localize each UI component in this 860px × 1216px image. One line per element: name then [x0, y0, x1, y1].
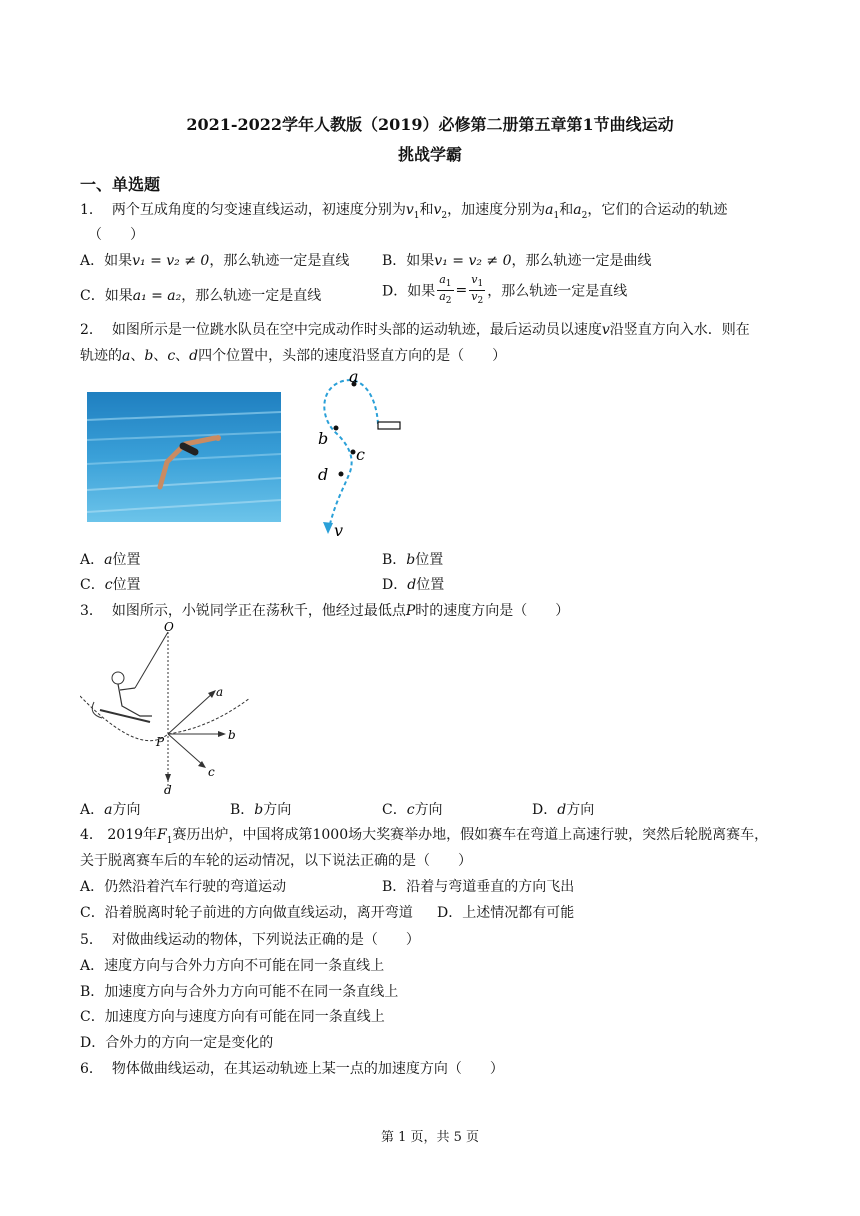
arrow-b-head: [218, 731, 226, 737]
arrow-d-head: [165, 774, 171, 782]
q1-stem: 1． 两个互成角度的匀变速直线运动，初速度分别为$v_1$和$v_2$，加速度分别为$a_1$和$a_2$，它们的合运动的轨迹: [80, 202, 728, 221]
q4-option-a[interactable]: A．仍然沿着汽车行驶的弯道运动: [80, 879, 287, 895]
q3-option-d[interactable]: D．d方向: [532, 802, 595, 818]
arrow-c-line: [168, 734, 204, 766]
document-title: 2021-2022学年人教版（2019）必修第二册第五章第1节曲线运动: [186, 115, 674, 134]
label-b: b: [228, 728, 236, 742]
label-O: O: [164, 620, 174, 634]
diver-photo: [87, 392, 281, 522]
q2-option-d[interactable]: D．d位置: [382, 577, 445, 593]
q3-option-c[interactable]: C．c方向: [382, 802, 443, 818]
point-c: [351, 450, 356, 455]
fraction-a1-a2: $\frac{a_1}{a_2}$: [439, 273, 452, 307]
label-a: a: [349, 367, 359, 386]
q4-option-d[interactable]: D．上述情况都有可能: [437, 905, 575, 921]
q6-stem: 6． 物体做曲线运动，在其运动轨迹上某一点的加速度方向（ ）: [80, 1061, 504, 1077]
label-d: d: [318, 465, 329, 484]
q4-option-b[interactable]: B．沿着与弯道垂直的方向飞出: [382, 879, 575, 895]
trajectory-diagram: [310, 362, 410, 542]
point-b: [334, 426, 339, 431]
label-c: c: [356, 445, 365, 464]
swing-rope: [135, 632, 168, 688]
q5-option-b[interactable]: B．加速度方向与合外力方向可能不在同一条直线上: [80, 984, 399, 1000]
label-d: d: [164, 783, 172, 796]
section-heading: 一、单选题: [80, 175, 161, 194]
diving-board: [378, 422, 400, 429]
q5-option-a[interactable]: A．速度方向与合外力方向不可能在同一条直线上: [80, 958, 385, 974]
label-b: b: [318, 429, 329, 448]
q2-stem-line1: 2． 如图所示是一位跳水队员在空中完成动作时头部的运动轨迹，最后运动员以速度v沿竖直方向入水．则在: [80, 322, 750, 338]
page-footer: 第 1 页，共 5 页: [380, 1130, 480, 1145]
q5-stem: 5． 对做曲线运动的物体，下列说法正确的是（ ）: [80, 932, 420, 948]
arrow-a-line: [168, 692, 214, 734]
q2-stem-line2: 轨迹的a、b、c、d四个位置中，头部的速度沿竖直方向的是（ ）: [80, 348, 507, 364]
point-d: [339, 472, 344, 477]
q3-stem: 3． 如图所示，小锐同学正在荡秋千，他经过最低点P时的速度方向是（ ）: [80, 603, 570, 619]
q3-option-b[interactable]: B．b方向: [230, 802, 292, 818]
q1-paren: （ ）: [88, 227, 144, 243]
document-subtitle: 挑战学霸: [397, 145, 462, 164]
q4-stem-line2: 关于脱离赛车后的车轮的运动情况，以下说法正确的是（ ）: [80, 853, 472, 869]
swing-diagram: [80, 618, 280, 796]
label-P: P: [156, 735, 165, 749]
label-c: c: [208, 765, 215, 779]
fraction-v1-v2: $\frac{v_1}{v_2}$: [471, 273, 484, 307]
q3-option-a[interactable]: A．a方向: [80, 802, 141, 818]
child-on-swing: [92, 672, 152, 722]
label-v: v: [334, 521, 344, 540]
q2-option-c[interactable]: C．c位置: [80, 577, 141, 593]
q2-option-b[interactable]: B．b位置: [382, 552, 444, 568]
q1-option-a[interactable]: A．如果v₁ = v₂ ≠ 0，那么轨迹一定是直线: [80, 253, 350, 269]
q1-option-c[interactable]: C．如果a₁ = a₂，那么轨迹一定是直线: [80, 288, 322, 304]
q5-option-c[interactable]: C．加速度方向与速度方向有可能在同一条直线上: [80, 1009, 385, 1025]
label-a: a: [216, 685, 224, 699]
q4-stem-line1: 4． 2019年$F_1$赛历出炉，中国将成第1000场大奖赛举办地，假如赛车在弯道上高速行驶，突然后轮脱离赛车，: [80, 827, 769, 846]
velocity-arrowhead: [323, 522, 333, 534]
q2-option-a[interactable]: A．a位置: [80, 552, 141, 568]
q1-option-b[interactable]: B．如果v₁ = v₂ ≠ 0，那么轨迹一定是曲线: [382, 253, 652, 269]
trajectory-path: [324, 380, 378, 532]
q5-option-d[interactable]: D．合外力的方向一定是变化的: [80, 1035, 274, 1051]
q4-option-c[interactable]: C．沿着脱离时轮子前进的方向做直线运动，离开弯道: [80, 905, 413, 921]
q1-option-d[interactable]: D．如果 $\frac{a_1}{a_2}$ = $\frac{v_1}{v_2}$ ，那么轨迹一定是直线: [382, 273, 628, 307]
